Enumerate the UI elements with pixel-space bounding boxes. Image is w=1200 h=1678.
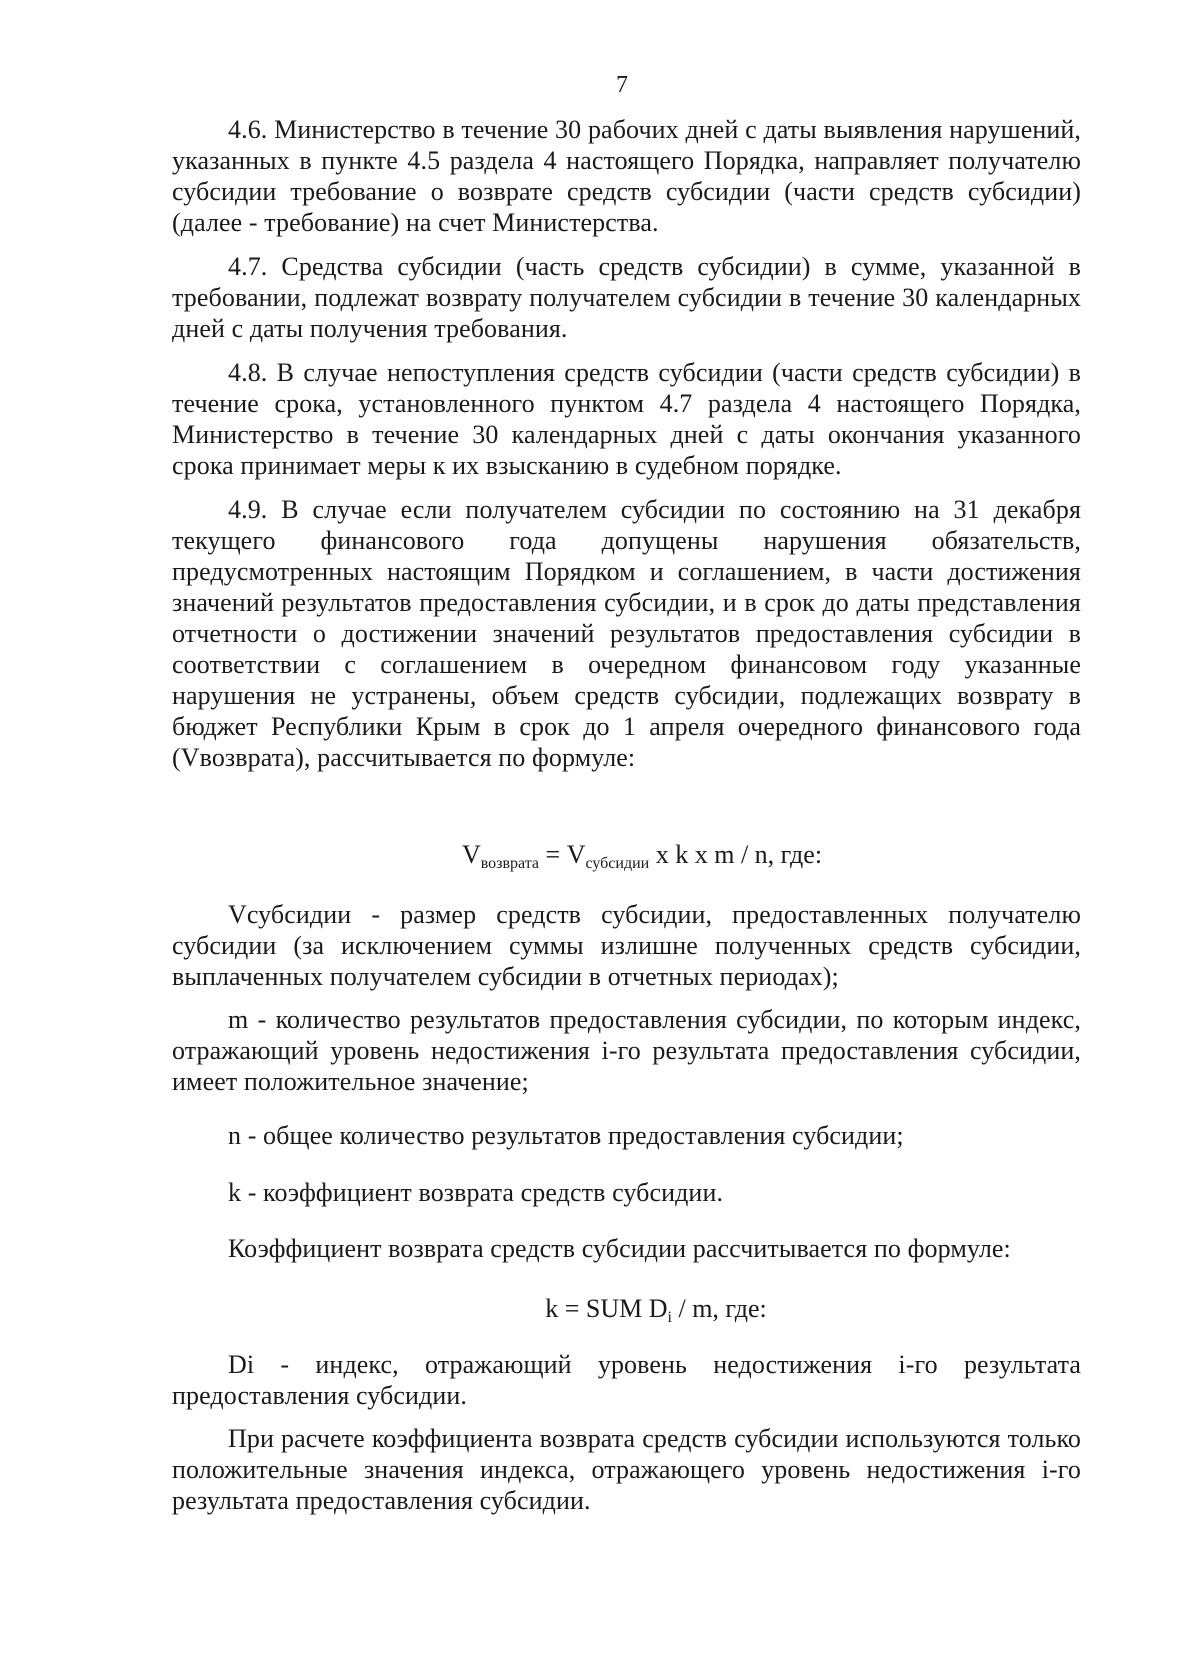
paragraph-4-7: 4.7. Средства субсидии (часть средств субсидии) в сумме, указанной в требовании, подлежат возврату получателем субсидии в течение 30 календарных дней с даты получения требования. [172, 252, 1081, 343]
formula-v: V [461, 840, 481, 869]
formula-k-sub-i: i [667, 1309, 672, 1326]
definition-v-subsidy: Vсубсидии - размер средств субсидии, предоставленных получателю субсидии (за исключением суммы излишне полученных средств субсидии, выплаченных получателем субсидии в отчетных периодах); [172, 900, 1081, 991]
definition-m: m - количество результатов предоставления субсидии, по которым индекс, отражающий уровень недостижения i-го результата предоставления субсидии, имеет положительное значение; [172, 1005, 1081, 1096]
k-formula-intro: Коэффициент возврата средств субсидии рассчитывается по формуле: [228, 1234, 1011, 1263]
calculation-note: При расчете коэффициента возврата средств субсидии используются только положительные значения индекса, отражающего уровень недостижения i-го результата предоставления субсидии. [172, 1424, 1081, 1515]
formula-k [56, 1293, 1200, 1333]
formula-rest: x k x m / n, где: [649, 840, 823, 869]
formula-eq: = V [539, 840, 586, 869]
definition-di: Di - индекс, отражающий уровень недостижения i-го результата предоставления субсидии. [172, 1350, 1081, 1410]
page-number: 7 [616, 72, 628, 98]
formula-k-rest: / m, где: [671, 1294, 767, 1323]
paragraph-4-8: 4.8. В случае непоступления средств субсидии (части средств субсидии) в течение срока, установленного пунктом 4.7 раздела 4 настоящего Порядка, Министерство в течение 30 календарных дней с даты окончания указанного срока принимает меры к их взысканию в судебном порядке. [172, 358, 1081, 480]
definition-n: n - общее количество результатов предоставления субсидии; [228, 1121, 904, 1150]
formula-sub-return: возврата [480, 855, 540, 872]
formula-sub-subsidy: субсидии [585, 855, 650, 872]
formula-return-volume [42, 839, 1200, 879]
paragraph-4-9: 4.9. В случае если получателем субсидии по состоянию на 31 декабря текущего финансового года допущены нарушения обязательств, предусмотренных настоящим Порядком и соглашением, в части достижения значений результатов предоставления субсидии, и в срок до даты представления отчетности о достижении значений результатов предоставления субсидии в соответствии с соглашением в очередном финансовом году указанные нарушения не устранены, объем средств субсидии, подлежащих возврату в бюджет Республики Крым в срок до 1 апреля очередного финансового года (Vвозврата), рассчитывается по формуле: [172, 495, 1081, 772]
definition-k: k - коэффициент возврата средств субсидии. [228, 1178, 724, 1207]
formula-k-lead: k = SUM D [545, 1294, 668, 1323]
paragraph-4-6: 4.6. Министерство в течение 30 рабочих дней с даты выявления нарушений, указанных в пункте 4.5 раздела 4 настоящего Порядка, направляет получателю субсидии требование о возврате средств субсидии (части средств субсидии) (далее - требование) на счет Министерства. [172, 115, 1081, 237]
